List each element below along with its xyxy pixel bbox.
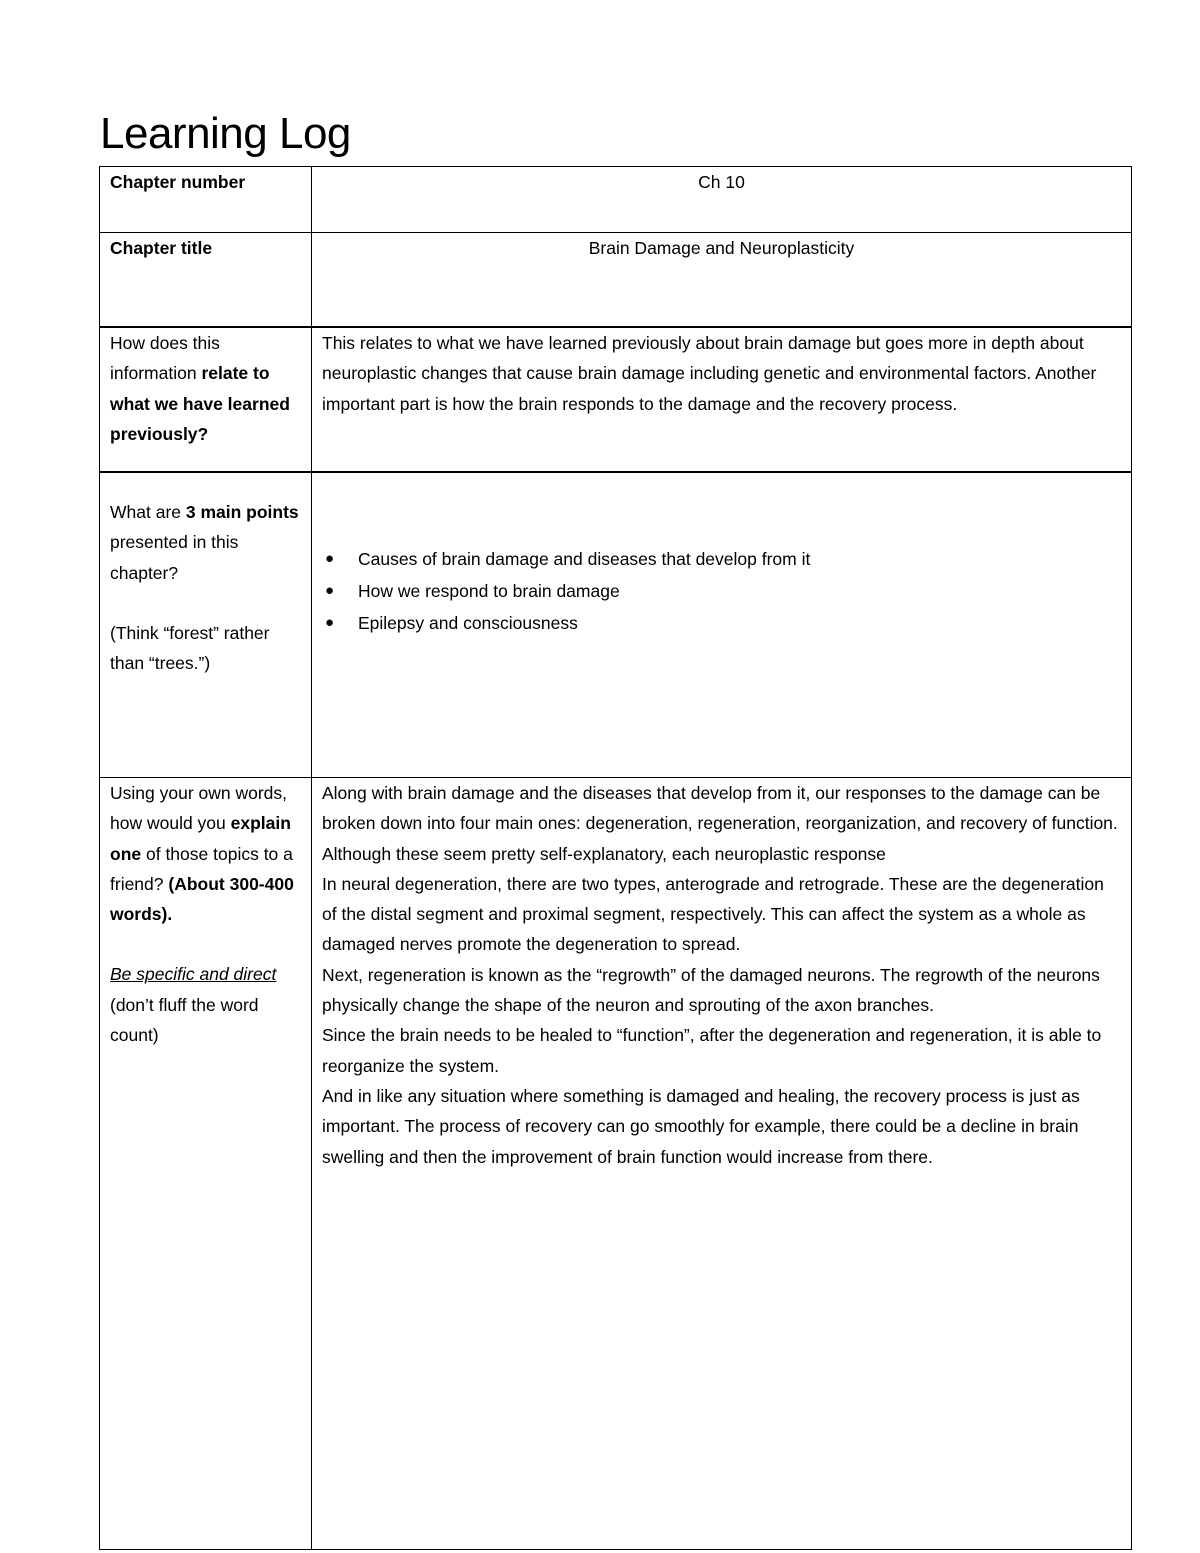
explain-value (312, 778, 1132, 1550)
explain-label: Using your own words, how would you explain one of those topics to a friend? (About 300-400 words). Be specific and direct (don’t fluff the word count) (100, 778, 312, 1550)
main-points-note: (Think “forest” rather than “trees.”) (110, 622, 270, 674)
chapter-title-value: Brain Damage and Neuroplasticity (312, 233, 1132, 328)
bullet-icon: ● (325, 614, 335, 631)
chapter-number-label: Chapter number (100, 167, 312, 233)
main-points-label: What are 3 main points presented in this chapter? (Think “forest” rather than “trees.”) (100, 472, 312, 778)
row-explain (100, 778, 1132, 1550)
explain-paragraph: And in like any situation where something is damaged and healing, the recovery process is just as important. The process of recovery can go smoothly for example, there could be a decline in brain swelling and then the improvement of brain function would increase from there. (322, 1085, 1080, 1167)
bullet-icon: ● (325, 582, 335, 599)
list-item: ● How we respond to brain damage (358, 575, 1121, 607)
explain-paragraph: Along with brain damage and the diseases that develop from it, our responses to the damage can be broken down into four main ones: degeneration, regeneration, reorganization, and recovery of function. Although these seem pretty self-explanatory, each neuroplastic response (322, 783, 1118, 864)
row-main-points (100, 472, 1132, 778)
row-chapter-title (100, 233, 1132, 328)
bullet-icon: ● (325, 550, 335, 567)
explain-note: (don’t fluff the word count) (110, 994, 259, 1046)
row-chapter-number (100, 167, 1132, 233)
explain-paragraph: In neural degeneration, there are two types, anterograde and retrograde. These are the degeneration of the distal segment and proximal segment, respectively. This can affect the system as a whole as damaged nerves promote the degeneration to spread. (322, 873, 1104, 955)
explain-paragraph: Since the brain needs to be healed to “function”, after the degeneration and regeneration, it is able to reorganize the system. (322, 1025, 1102, 1076)
row-relate (100, 327, 1132, 472)
chapter-number-value: Ch 10 (312, 167, 1132, 233)
list-item: ● Epilepsy and consciousness (358, 607, 1121, 639)
main-points-list (322, 543, 1121, 639)
explain-note-emphasis: Be specific and direct (110, 964, 277, 985)
relate-value: This relates to what we have learned previously about brain damage but goes more in depth about neuroplastic changes that cause brain damage including genetic and environmental factors. Another important part is how the brain responds to the damage and the recovery process. (312, 327, 1132, 472)
explain-paragraph: Next, regeneration is known as the “regrowth” of the damaged neurons. The regrowth of the neurons physically change the shape of the neuron and sprouting of the axon branches. (322, 964, 1100, 1016)
page-title: Learning Log (100, 109, 351, 158)
relate-label: How does this information relate to what we have learned previously? (100, 327, 312, 472)
main-points-value (312, 472, 1132, 778)
list-item: ● Causes of brain damage and diseases that develop from it (358, 543, 1121, 575)
learning-log-table (99, 166, 1132, 1550)
chapter-title-label: Chapter title (100, 233, 312, 328)
